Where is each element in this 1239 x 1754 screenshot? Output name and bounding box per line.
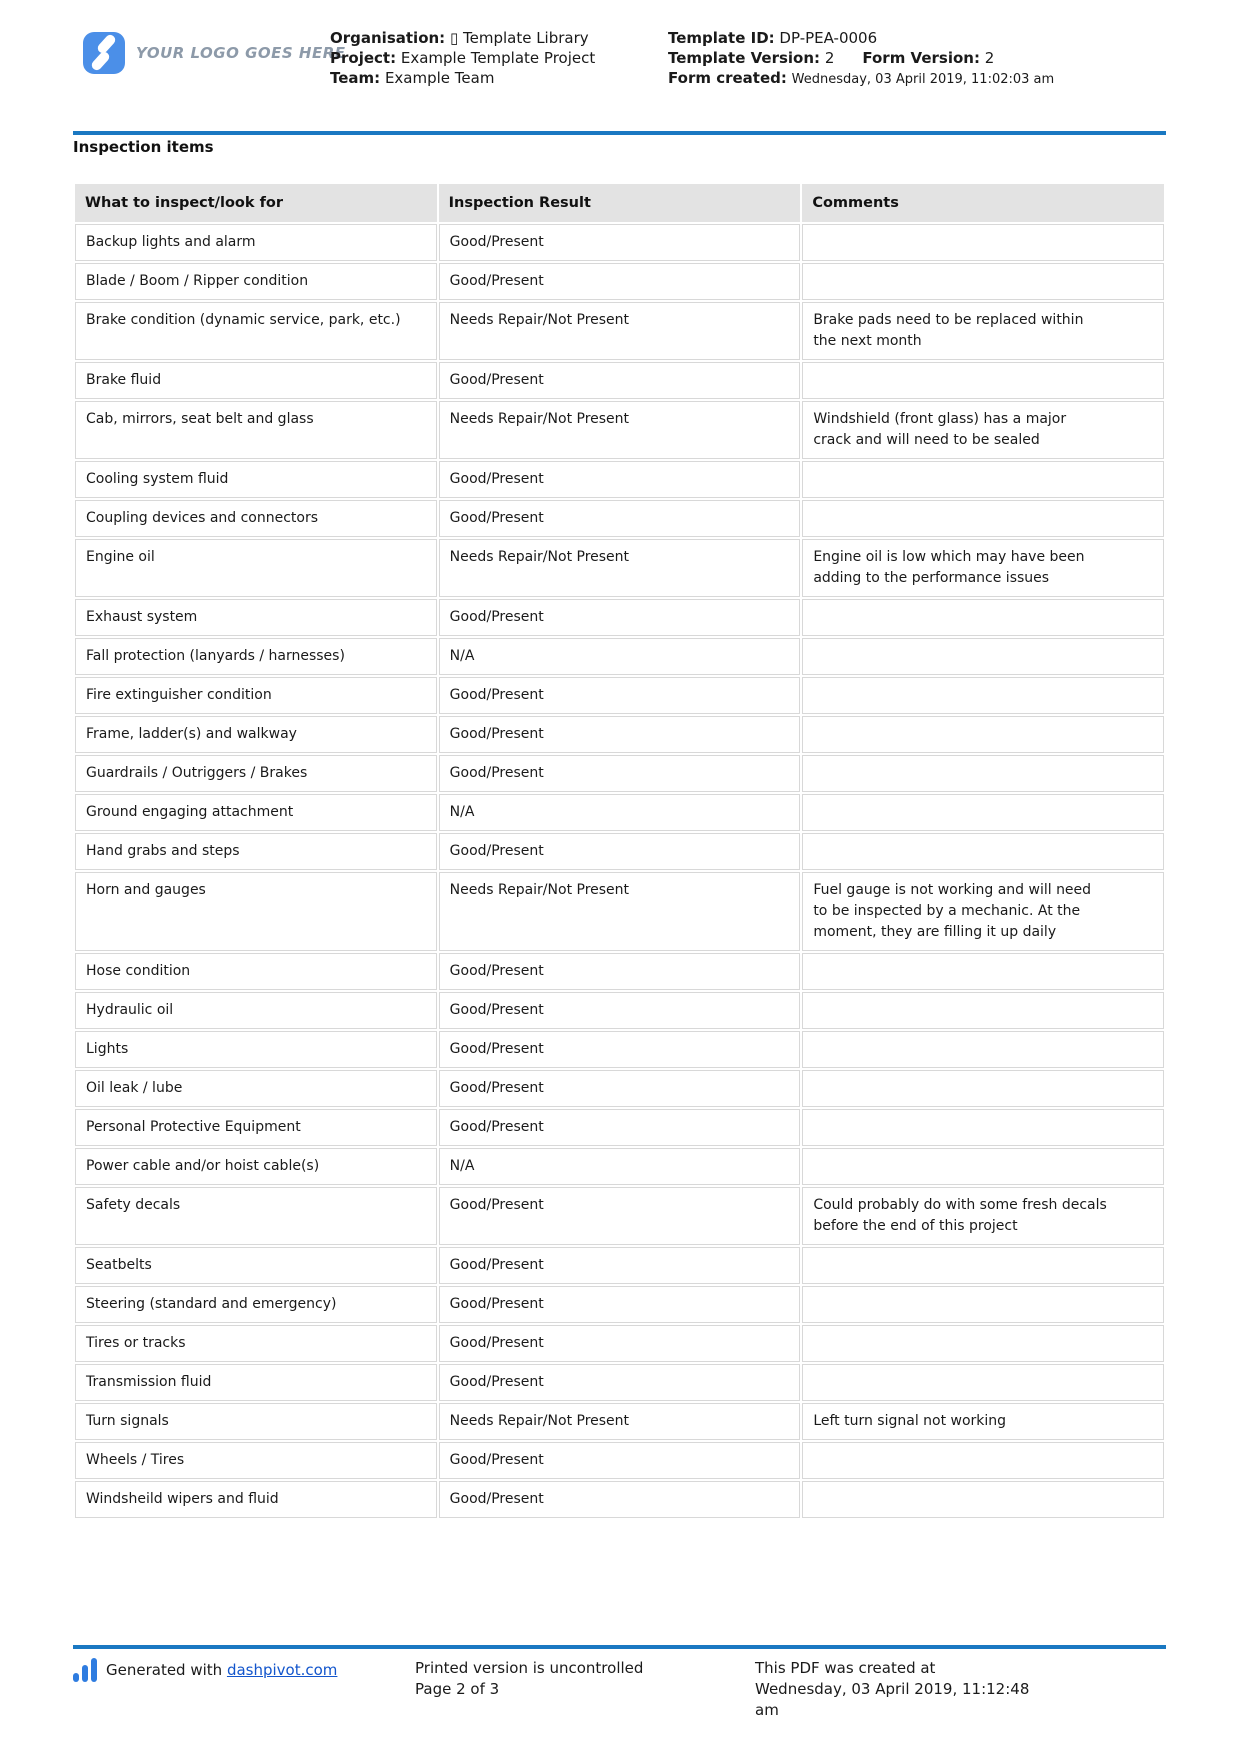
table-row [75,362,1164,399]
project-label: Project: [330,49,397,67]
table-row [75,716,1164,753]
pdf-created-value: Wednesday, 03 April 2019, 11:12:48 am [755,1680,1030,1719]
table-row [75,794,1164,831]
item-cell: Wheels / Tires [75,1442,437,1479]
item-cell: Backup lights and alarm [75,224,437,261]
item-cell: Brake fluid [75,362,437,399]
form-created-label: Form created: [668,69,787,87]
table-row [75,1070,1164,1107]
comment-cell [802,1442,1164,1479]
result-cell: Good/Present [439,1247,801,1284]
comment-cell: Brake pads need to be replaced within the next month [802,302,1164,360]
comment-cell [802,638,1164,675]
result-cell: Good/Present [439,500,801,537]
comment-cell [802,1148,1164,1185]
dashpivot-link[interactable]: dashpivot.com [226,1660,338,1679]
table-row [75,872,1164,951]
item-cell: Blade / Boom / Ripper condition [75,263,437,300]
result-cell: Good/Present [439,716,801,753]
result-cell: Good/Present [439,953,801,990]
item-cell: Cooling system fluid [75,461,437,498]
comment-cell [802,833,1164,870]
table-row [75,1187,1164,1245]
result-cell: Good/Present [439,1031,801,1068]
result-cell: Good/Present [439,1109,801,1146]
table-row [75,1403,1164,1440]
item-cell: Hose condition [75,953,437,990]
table-row [75,539,1164,597]
result-cell: Good/Present [439,461,801,498]
comment-cell [802,1247,1164,1284]
comment-cell [802,953,1164,990]
item-cell: Ground engaging attachment [75,794,437,831]
result-cell: Good/Present [439,1364,801,1401]
template-version-value: 2 [824,49,835,67]
item-cell: Frame, ladder(s) and walkway [75,716,437,753]
logo-shape [90,50,111,72]
result-cell: Good/Present [439,992,801,1029]
project-value: Example Template Project [400,49,596,67]
template-version-label: Template Version: [668,49,821,67]
item-cell: Lights [75,1031,437,1068]
pdf-created-label: This PDF was created at [755,1659,936,1677]
table-row [75,1247,1164,1284]
result-cell: Good/Present [439,755,801,792]
result-cell: Good/Present [439,1325,801,1362]
table-row [75,953,1164,990]
team-label: Team: [330,69,381,87]
result-cell: Good/Present [439,833,801,870]
table-row [75,401,1164,459]
result-cell: Needs Repair/Not Present [439,872,801,951]
comment-cell [802,1286,1164,1323]
result-cell: Good/Present [439,1187,801,1245]
result-cell: Needs Repair/Not Present [439,401,801,459]
item-cell: Oil leak / lube [75,1070,437,1107]
project-line [330,48,595,68]
table-row [75,1481,1164,1518]
result-cell: Good/Present [439,224,801,261]
organisation-value: ▯ Template Library [449,29,589,47]
footer-created [755,1658,1055,1721]
page-number: Page 2 of 3 [415,1680,500,1698]
form-created-value: Wednesday, 03 April 2019, 11:02:03 am [791,72,1055,87]
result-cell: N/A [439,638,801,675]
result-cell: Needs Repair/Not Present [439,1403,801,1440]
comment-cell [802,263,1164,300]
versions-line [668,48,1078,68]
comment-cell [802,599,1164,636]
col-header-result: Inspection Result [439,184,801,222]
item-cell: Exhaust system [75,599,437,636]
item-cell: Steering (standard and emergency) [75,1286,437,1323]
table-row [75,1325,1164,1362]
item-cell: Power cable and/or hoist cable(s) [75,1148,437,1185]
header-meta-right [668,28,1078,90]
item-cell: Seatbelts [75,1247,437,1284]
item-cell: Transmission fluid [75,1364,437,1401]
result-cell: Good/Present [439,1442,801,1479]
item-cell: Engine oil [75,539,437,597]
table-header-row [75,184,1164,222]
comment-cell: Could probably do with some fresh decals before the end of this project [802,1187,1164,1245]
result-cell: Good/Present [439,1286,801,1323]
comment-cell [802,677,1164,714]
table-row [75,302,1164,360]
table-row [75,500,1164,537]
item-cell: Safety decals [75,1187,437,1245]
table-row [75,1286,1164,1323]
comment-cell [802,992,1164,1029]
form-version-label: Form Version: [862,49,980,67]
generated-with-text: Generated with [106,1660,223,1679]
template-id-label: Template ID: [668,29,775,47]
comment-cell: Fuel gauge is not working and will need to be inspected by a mechanic. At the moment, they are filling it up daily [802,872,1164,951]
item-cell: Personal Protective Equipment [75,1109,437,1146]
col-header-item: What to inspect/look for [75,184,437,222]
table-row [75,677,1164,714]
item-cell: Tires or tracks [75,1325,437,1362]
company-logo-icon [83,32,125,74]
item-cell: Fire extinguisher condition [75,677,437,714]
item-cell: Hand grabs and steps [75,833,437,870]
organisation-line [330,28,595,48]
footer-printed [415,1658,643,1700]
dashpivot-bars-icon [73,1658,97,1682]
table-row [75,755,1164,792]
comment-cell: Windshield (front glass) has a major crack and will need to be sealed [802,401,1164,459]
result-cell: Needs Repair/Not Present [439,539,801,597]
table-row [75,461,1164,498]
result-cell: Good/Present [439,677,801,714]
team-value: Example Team [384,69,495,87]
item-cell: Hydraulic oil [75,992,437,1029]
comment-cell [802,362,1164,399]
logo-placeholder-text: YOUR LOGO GOES HERE [136,44,346,62]
item-cell: Turn signals [75,1403,437,1440]
comment-cell [802,1070,1164,1107]
comment-cell [802,1364,1164,1401]
result-cell: N/A [439,1148,801,1185]
comment-cell [802,716,1164,753]
item-cell: Guardrails / Outriggers / Brakes [75,755,437,792]
result-cell: Good/Present [439,263,801,300]
item-cell: Coupling devices and connectors [75,500,437,537]
table-row [75,599,1164,636]
result-cell: N/A [439,794,801,831]
template-id-value: DP-PEA-0006 [779,29,878,47]
table-row [75,1148,1164,1185]
table-row [75,992,1164,1029]
result-cell: Needs Repair/Not Present [439,302,801,360]
comment-cell [802,461,1164,498]
item-cell: Brake condition (dynamic service, park, etc.) [75,302,437,360]
comment-cell [802,224,1164,261]
comment-cell: Left turn signal not working [802,1403,1164,1440]
comment-cell [802,794,1164,831]
table-row [75,1442,1164,1479]
comment-cell [802,500,1164,537]
inspection-table [73,182,1166,1520]
comment-cell: Engine oil is low which may have been adding to the performance issues [802,539,1164,597]
comment-cell [802,1481,1164,1518]
header-divider [73,131,1166,135]
table-row [75,263,1164,300]
footer-divider [73,1645,1166,1649]
header-meta-left [330,28,595,88]
item-cell: Windsheild wipers and fluid [75,1481,437,1518]
section-title: Inspection items [73,138,214,156]
form-version-value: 2 [984,49,995,67]
result-cell: Good/Present [439,1481,801,1518]
comment-cell [802,1109,1164,1146]
table-row [75,638,1164,675]
organisation-label: Organisation: [330,29,446,47]
team-line [330,68,595,88]
item-cell: Horn and gauges [75,872,437,951]
table-row [75,833,1164,870]
form-created-line [668,68,1078,90]
item-cell: Cab, mirrors, seat belt and glass [75,401,437,459]
footer-generated [73,1658,337,1682]
comment-cell [802,1325,1164,1362]
result-cell: Good/Present [439,1070,801,1107]
comment-cell [802,755,1164,792]
template-id-line [668,28,1078,48]
result-cell: Good/Present [439,362,801,399]
table-row [75,1031,1164,1068]
comment-cell [802,1031,1164,1068]
printed-version-text: Printed version is uncontrolled [415,1659,644,1677]
table-row [75,1109,1164,1146]
result-cell: Good/Present [439,599,801,636]
item-cell: Fall protection (lanyards / harnesses) [75,638,437,675]
table-row [75,224,1164,261]
inspection-table-body [75,224,1164,1518]
table-row [75,1364,1164,1401]
col-header-comments: Comments [802,184,1164,222]
